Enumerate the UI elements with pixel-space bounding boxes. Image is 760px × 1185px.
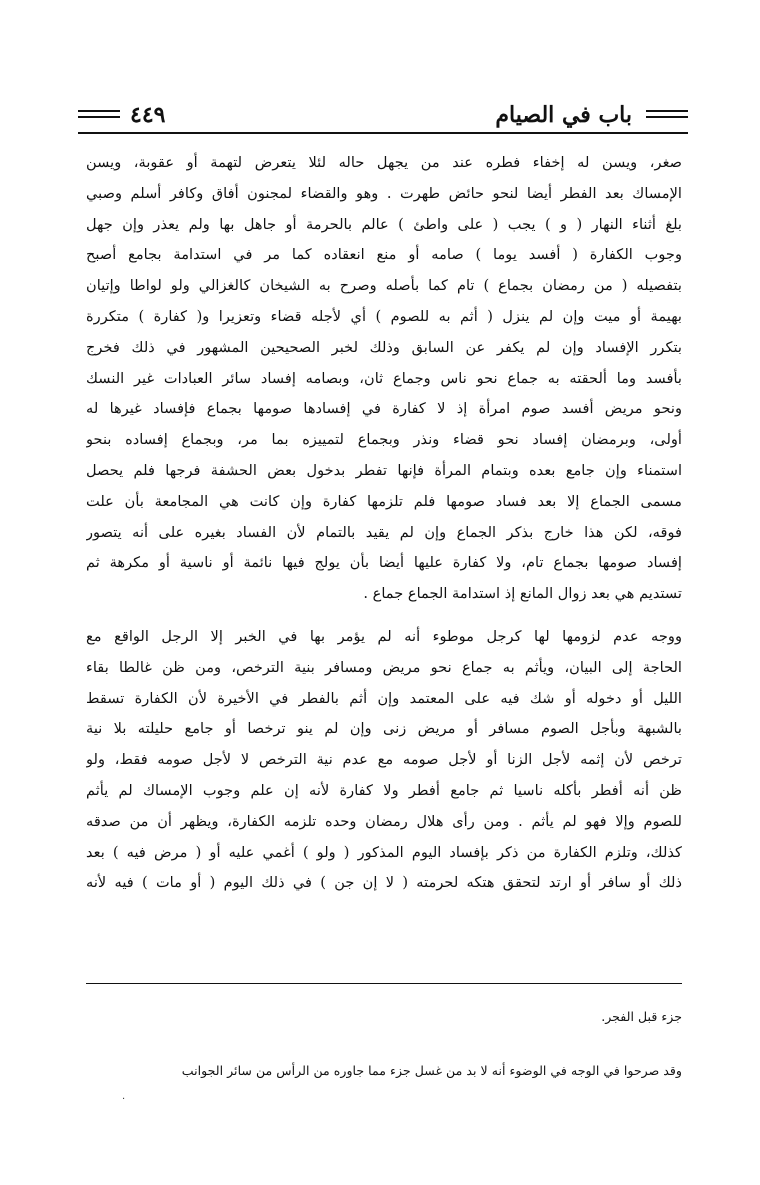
running-header <box>78 100 688 134</box>
text-line: الإمساك بعد الفطر أيضا لنحو حائض طهرت . وهو والقضاء لمجنون أفاق وكافر أسلم وصبي <box>86 184 682 202</box>
text-line: بتفصيله ( من رمضان بجماع ) تام كما بأصله وصرح به الشيخان كالغزالي ولو لواطا وإتيان <box>86 277 682 295</box>
text-line: ترخص لأن إثمه لأجل الزنا أو لأجل صومه مع عدم نية الترخص لا لأجل صومه فقط، ولو <box>86 751 682 769</box>
text-line: وجوب الكفارة ( أفسد يوما ) صامه أو منع انعقاده كما مر في استدامة بجامع أصبح <box>86 246 682 264</box>
text-line: بلغ أثناء النهار ( و ) يجب ( على واطئ ) عالم بالحرمة أو جاهل بها ولم يعذر وإن جهل <box>86 215 682 233</box>
text-line: ووجه عدم لزومها لها كرجل موطوء أنه لم يؤمر بها في الخبر إلا الرجل الواقع مع <box>86 627 682 645</box>
text-line: مسمى الجماع إلا بعد فساد صومها فلم تلزمها كفارة وإن كانت هي المجامعة بأن علت <box>86 492 682 510</box>
text-line: تستديم هي بعد زوال المانع إذ استدامة الجماع جماع . <box>363 585 682 603</box>
text-line: الليل أو دخوله أو شك فيه على المعتمد وإن أثم بالفطر في الأخيرة لأن الكفارة تسقط <box>86 689 682 707</box>
header-underline <box>78 132 688 134</box>
text-line: للصوم وإلا فهو لم يأثم . ومن رأى هلال رمضان وحده تلزمه الكفارة، ويظهر أن من صدقه <box>86 812 682 830</box>
header-double-rule-right <box>646 110 688 118</box>
text-line: إفساد صومها بجماع تام، ولا كفارة عليها أيضا بأن يولج فيها نائمة أو ناسية أو مكرهة ثم <box>86 554 682 572</box>
text-line: كذلك، وتلزم الكفارة من ذكر بإفساد اليوم المذكور ( ولو ) أغمي عليه أو ( مرض فيه ) بعد <box>86 843 682 861</box>
paragraph-gap <box>86 610 682 622</box>
text-line: ونحو مريض أفسد صوم امرأة إذ لا كفارة في إفسادها صومها بجماع فإفساد غيرها له <box>86 400 682 418</box>
text-line: ظن أنه أفطر بأكله ناسيا ثم جامع أفطر ولا كفارة لأنه إن علم وجوب الإمساك لم يأثم <box>86 781 682 799</box>
footnote: وقد صرحوا في الوجه في الوضوء أنه لا بد من غسل جزء مما جاوره من الرأس من سائر الجوانب <box>181 1063 682 1078</box>
page-number: ٤٤٩ <box>130 102 166 128</box>
text-line: صغر، ويسن له إخفاء فطره عند من يجهل حاله لئلا يتعرض لتهمة أو عقوبة، ويسن <box>86 154 682 171</box>
chapter-title: باب في الصيام <box>495 102 632 128</box>
text-line: بتكرر الإفساد وإن لم يكفر عن السابق وذلك لخبر الصحيحين المشهور في ذلك فخرج <box>86 338 682 356</box>
text-line: بأفسد وما ألحقته به جماع نحو ناس وجماع ثان، وبصامه إفساد سائر العبادات غير النسك <box>86 369 682 387</box>
header-double-rule-left <box>78 110 120 118</box>
text-line: أولى، وبرمضان إفساد نحو قضاء ونذر وبجماع لتمييزه بما مر، وبجماع إفساده بنحو <box>86 431 682 449</box>
text-line: الحاجة إلى البيان، ويأثم به جماع نحو مريض ومسافر بنية الترخص، ومن ظن غالطا بقاء <box>86 658 682 676</box>
text-line: بالشبهة وبأجل الصوم مسافر أو مريض زنى وإن لم ينو ترخصا أو جامع حليلته بلا نية <box>86 720 682 738</box>
main-text <box>86 148 682 899</box>
text-line: استمناء وإن جامع بعده وبتمام المرأة فإنها تفطر بدخول بعض الحشفة فرجها فلم يحصل <box>86 461 682 479</box>
text-line: بهيمة أو ميت وإن لم ينزل ( أثم به للصوم ) أي لأجله قضاء وتعزيرا و( كفارة ) متكررة <box>86 307 682 325</box>
ink-dot: · <box>122 1094 126 1105</box>
text-line: ذلك أو سافر أو ارتد لتحقق هتكه لحرمته ( لا إن جن ) في ذلك اليوم ( أو مات ) فيه لأنه <box>86 874 682 892</box>
text-line: فوقه، لكن هذا خارج بذكر الجماع وإن لم يقيد بالتمام لأن الفساد بغيره على أنه يتصور <box>86 523 682 541</box>
footnote: جزء قبل الفجر. <box>601 1009 682 1024</box>
footnote-separator <box>86 983 682 984</box>
